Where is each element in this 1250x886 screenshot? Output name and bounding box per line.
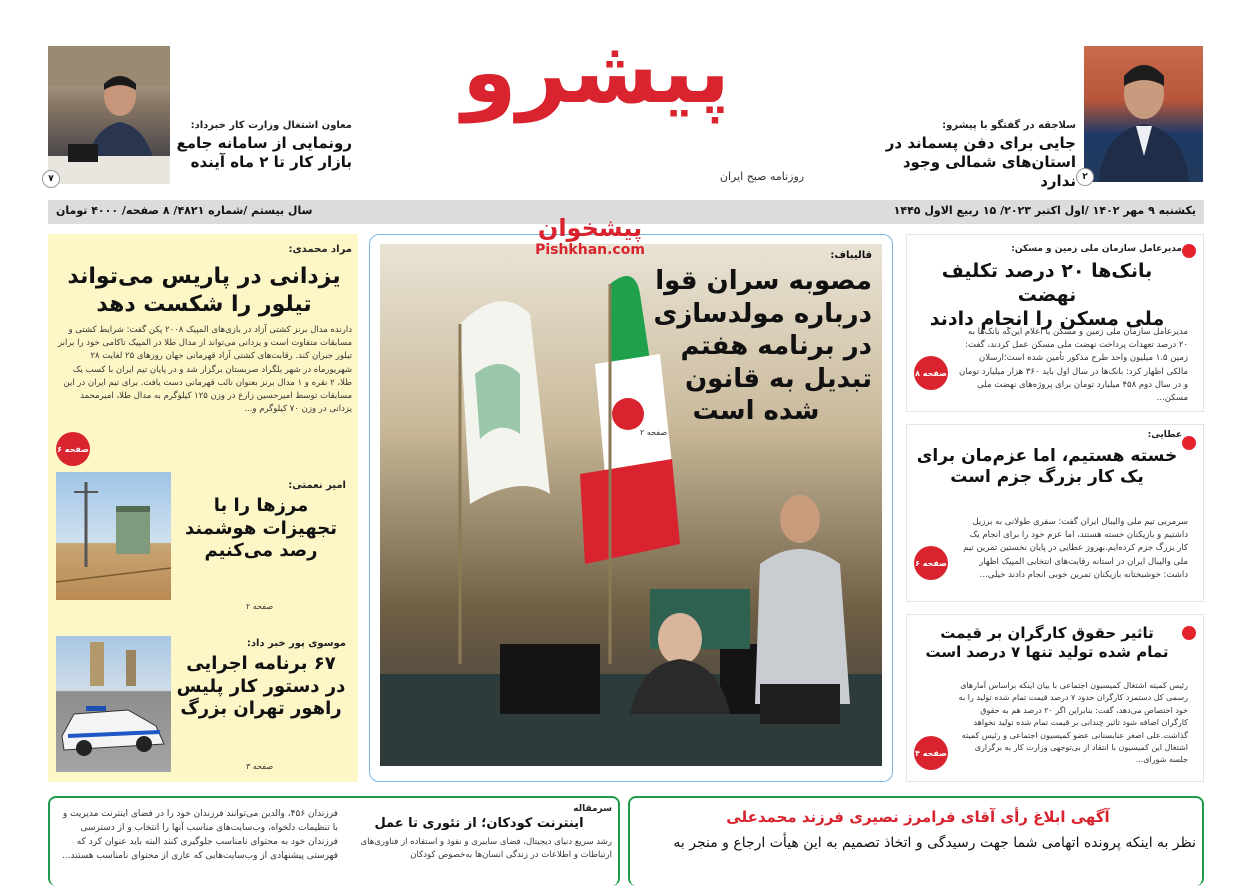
left-story-1-kicker: مراد محمدی:: [288, 244, 352, 255]
right-story-1-page-badge: صفحه ۸: [914, 356, 948, 390]
editorial-title: اینترنت کودکان؛ از تئوری تا عمل: [374, 816, 584, 831]
left-story-1-body: دارنده مدال برنز کشتی آزاد در بازی‌های المپیک ۲۰۰۸ پکن گفت: شرایط کشتی و مسابقات متفاوت است و یزدانی می‌تواند از مدال طلا در المپیک تاکامی خود را برابر تیلور جبران کند. رقابت‌های کشتی آزاد قهرمانی جهان روزهای ۲۵ لغایت ۲۸ شهریورماه در شهر بلگراد صربستان برگزار شد و در پایان تیم ایران با کسب یک طلا، ۲ نقره و ۱ مدال برنز بعنوان نائب قهرمانی دست یافت. برای تیم ایران در این مسابقات توسط امیرحسین زارع در وزن ۱۲۵ کیلوگرم به مدال طلا، امیرمحمد یزدانی در وزن ۷۰ کیلوگرم و...: [57, 325, 352, 415]
police-car-photo: [56, 636, 171, 772]
center-headline-3: در برنامه هفتم: [680, 331, 872, 361]
watermark: [520, 214, 660, 258]
teaser-left-kicker: معاون اشتغال وزارت کار خبرداد:: [190, 120, 352, 131]
center-page-ref: صفحه ۲: [640, 427, 668, 437]
right-story-2-dot-icon: [1182, 436, 1196, 450]
teaser-right-kicker: سلاجقه در گفتگو با پیشرو:: [942, 120, 1076, 131]
teaser-right-text: [880, 120, 1076, 190]
teaser-right-page-badge: ۲: [1076, 168, 1094, 186]
right-story-2: [912, 430, 1182, 489]
teaser-left-line1: رونمایی از سامانه جامع: [176, 134, 352, 152]
right-story-3-body: رئیس کمیته اشتغال کمیسیون اجتماعی با بیان اینکه براساس آمارهای رسمی کل دستمزد کارگران حدود ۷ درصد قیمت تمام شده تولید را به خود اختصاص می‌دهد، گفت: بنابراین اگر ۲۰ درصد هم به حقوق کارگران اضافه شود تاثیر چندانی بر قیمت تمام شده تولید نخواهد گذاشت.علی اصغر عنابستانی عضو کمیسیون اجتماعی و رئیس کمیته اشتغال این کمیسیون با انتقاد از بی‌توجهی وزارت کار به برگزاری جلسه شورای...: [958, 681, 1188, 765]
police-car-icon: [56, 636, 171, 772]
left-story-2-kicker: امیر نعمتی:: [288, 480, 346, 491]
center-headline-5: شده است: [692, 396, 820, 426]
right-story-2-page-badge: صفحه ۶: [914, 546, 948, 580]
watermark-latin: Pishkhan.com: [535, 242, 645, 258]
left-story-1-headline-2: تیلور را شکست دهد: [96, 291, 312, 317]
left-story-2-page-note: صفحه ۲: [246, 602, 274, 611]
right-story-2-headline-1: خسته هستیم، اما عزم‌مان برای: [916, 446, 1178, 466]
center-headline-block: [640, 250, 872, 437]
left-story-3-headline-1: ۶۷ برنامه اجرایی: [186, 653, 336, 674]
issue-line: سال بیستم /شماره ۴۸۲۱/ ۸ صفحه/ ۴۰۰۰ تومان: [56, 204, 313, 217]
bottom-left-body: فرزندان ۴۵۶، والدین می‌توانند فرزندان خود را در فضای اینترنت مدیریت و با تنظیمات دلخواه، وب‌سایت‌های مناسب آنها را انتخاب و از دسترسی فرزندان خود به محتوای نامناسب جلوگیری کنند البته باید عنوان کرد که فهرستی پیشنهادی از وب‌سایت‌هایی که عاری از محتوای نامناسب هستند...: [61, 809, 338, 861]
center-headline-1: مصوبه سران قوا: [655, 266, 872, 296]
portrait-man-icon: [1084, 46, 1203, 182]
right-story-1-headline-2: ملی مسکن را انجام دادند: [929, 307, 1165, 330]
right-story-1: [912, 244, 1182, 331]
right-story-3: [912, 624, 1182, 662]
right-story-3-page-badge: صفحه ۴: [914, 736, 948, 770]
left-story-3-kicker: موسوی پور خبر داد:: [246, 638, 346, 649]
teaser-left-line2: بازار کار تا ۲ ماه آینده: [190, 152, 352, 171]
left-story-2-headline-1: مرزها را با: [213, 495, 309, 516]
watermark-persian: پیشخوان: [537, 214, 643, 242]
teaser-right-line2: استان‌های شمالی وجود ندارد: [902, 152, 1076, 190]
portrait-speaker-icon: [48, 46, 170, 184]
center-kicker: قالیباف:: [830, 250, 872, 261]
left-story-1: [56, 244, 352, 448]
left-story-1-headline-1: یزدانی در پاریس می‌تواند: [67, 264, 341, 289]
left-story-3-headline-3: راهور تهران بزرگ: [180, 698, 342, 719]
newspaper-logo: پیشرو: [462, 20, 730, 123]
teaser-left-text: [176, 120, 352, 172]
newspaper-subtitle: روزنامه صبح ایران: [719, 170, 805, 183]
center-headline-4: تبدیل به قانون: [684, 363, 872, 394]
left-story-2-headline-3: رصد می‌کنیم: [204, 540, 318, 561]
ad-body: نظر به اینکه پرونده اتهامی شما جهت رسیدگی و اتخاذ تصمیم به این هیأت ارجاع و منجر به: [673, 834, 1196, 851]
editorial-body: رشد سریع دنیای دیجیتال، فضای سایبری و نفوذ و استفاده از فناوری‌های ارتباطات و اطلاعات در زندگی انسان‌ها به‌خصوص کودکان: [360, 837, 612, 861]
right-story-3-headline-2: تمام شده تولید تنها ۷ درصد است: [925, 642, 1169, 661]
left-story-3-page-note: صفحه ۳: [246, 762, 274, 771]
date-line: یکشنبه ۹ مهر ۱۴۰۲ /اول اکتبر ۲۰۲۳/ ۱۵ ربیع الاول ۱۴۴۵: [893, 204, 1196, 217]
right-story-1-kicker: مدیرعامل سازمان ملی زمین و مسکن:: [1011, 244, 1182, 254]
teaser-right-line1: جایی برای دفن پسماند در: [885, 134, 1076, 152]
surveillance-tower-icon: [56, 472, 171, 600]
left-story-2-headline-2: تجهیزات هوشمند: [185, 517, 337, 539]
left-story-2: [176, 480, 346, 563]
editorial-kicker: سرمقاله: [573, 804, 612, 814]
right-story-1-dot-icon: [1182, 244, 1196, 258]
right-story-1-body: مدیرعامل سازمان ملی زمین و مسکن با اعلام این‌که بانک‌ها به ۲۰ درصد تعهدات پرداخت نهضت ملی مسکن عمل کردند، گفت: زمین ۱.۵ میلیون واحد طرح مذکور تأمین شده است؛ارسلان مالکی اظهار کرد: بانک‌ها در سال اول باید ۳۶۰ هزار میلیارد تومان و در سال دوم ۴۵۸ میلیارد تومان برای پروژه‌های نهضت ملی مسکن...: [958, 327, 1188, 403]
ad-title: آگهی ابلاغ رأی آقای فرامرز نصیری فرزند محمدعلی: [726, 808, 1110, 826]
teaser-left-page-badge: ۷: [42, 170, 60, 188]
right-story-1-headline-1: بانک‌ها ۲۰ درصد تکلیف نهضت: [941, 260, 1153, 306]
left-story-1-page-badge: صفحه ۶: [56, 432, 90, 466]
right-story-3-headline-1: تاثیر حقوق کارگران بر قیمت: [940, 624, 1154, 642]
teaser-right-photo: [1084, 46, 1203, 182]
center-headline-2: درباره مولدسازی: [653, 298, 872, 329]
bottom-editorial: [346, 804, 612, 866]
right-story-2-headline-2: یک کار بزرگ جزم است: [950, 467, 1144, 488]
masthead: [0, 0, 1250, 230]
ad-content: [640, 808, 1196, 851]
right-story-3-dot-icon: [1182, 626, 1196, 640]
left-story-3-headline-2: در دستور کار پلیس: [176, 675, 346, 697]
border-tower-photo: [56, 472, 171, 600]
left-story-3: [176, 638, 346, 721]
right-story-2-kicker: عطایی:: [1147, 430, 1182, 440]
right-story-2-body: سرمربی تیم ملی والیبال ایران گفت: سفری طولانی به برزیل داشتیم و بازیکنان خسته هستند، اما عزم خود را برای انجام یک کار بزرگ جزم کرده‌ایم.بهروز عطایی در پایان نخستین تمرین تیم ملی والیبال ایران در استانه رقابت‌های انتخابی المپیک اظهار داشت: خوشبختانه بازیکنان تمرین خوبی انجام دادند خیلی...: [963, 517, 1188, 580]
teaser-left-photo: [48, 46, 170, 184]
